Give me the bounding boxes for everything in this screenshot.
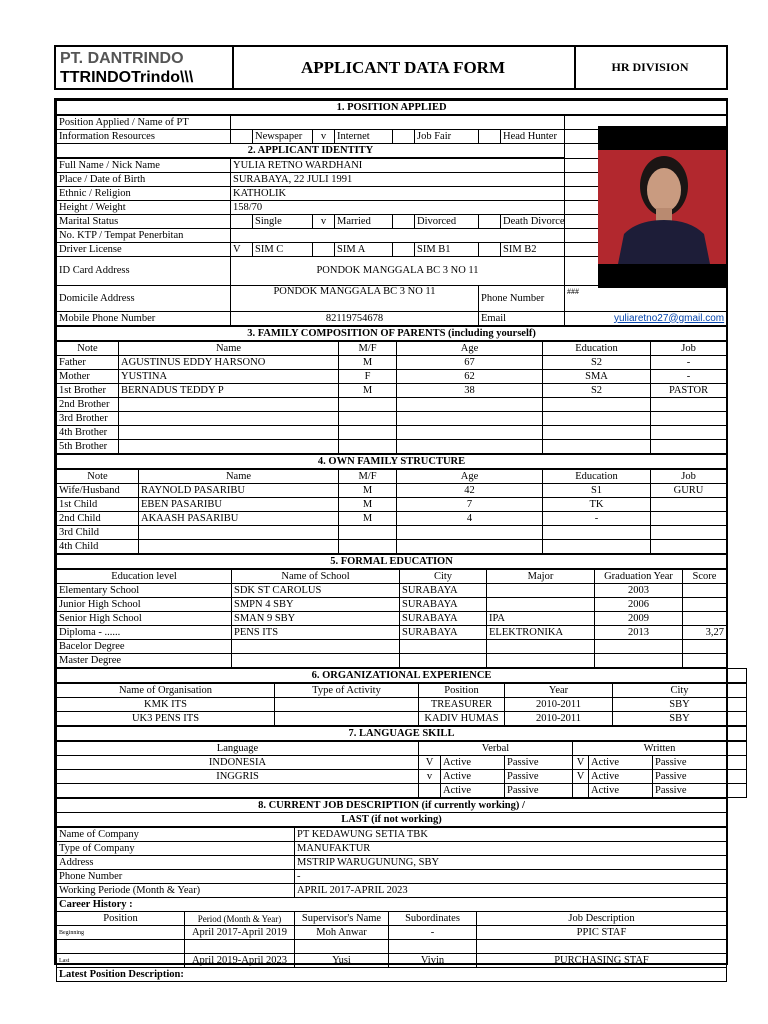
written-passive: Passive <box>653 770 747 784</box>
col-header: Education <box>543 341 651 356</box>
col-header: Age <box>397 341 543 356</box>
jobfair-check[interactable] <box>393 130 415 144</box>
single-option: Single <box>253 215 313 229</box>
table-row <box>57 526 727 540</box>
row-label: 4th Brother <box>57 426 119 440</box>
driver-label: Driver License <box>57 243 231 257</box>
col-header: Language <box>57 741 419 756</box>
col-header: Type of Activity <box>275 683 419 698</box>
verbal-passive: Passive <box>505 770 573 784</box>
table-cell[interactable] <box>232 654 400 668</box>
table-cell[interactable]: SURABAYA <box>400 612 487 626</box>
email-label: Email <box>479 312 565 326</box>
table-cell[interactable] <box>683 612 727 626</box>
table-cell[interactable] <box>139 540 339 554</box>
row-label: 2nd Brother <box>57 398 119 412</box>
table-cell[interactable]: M <box>339 512 397 526</box>
position-applied-label: Position Applied / Name of PT <box>57 115 231 130</box>
form-title: APPLICANT DATA FORM <box>232 47 576 88</box>
organization-rows <box>57 698 747 726</box>
headhunter-option: Head Hunter <box>501 130 565 144</box>
table-cell[interactable] <box>683 598 727 612</box>
col-header: Supervisor's Name <box>295 912 389 926</box>
written-passive: Passive <box>653 784 747 798</box>
career-blank[interactable] <box>185 940 295 954</box>
career-period[interactable]: April 2019-April 2023 <box>185 954 295 968</box>
table-row <box>57 598 727 612</box>
section-2-title: 2. APPLICANT IDENTITY <box>57 144 565 159</box>
table-cell[interactable] <box>651 398 727 412</box>
table-cell[interactable]: S1 <box>543 484 651 498</box>
row-label: 2nd Child <box>57 512 139 526</box>
idaddr-value[interactable]: PONDOK MANGGALA BC 3 NO 11 <box>231 257 565 286</box>
language-table <box>56 726 747 798</box>
division-label: HR DIVISION <box>611 60 689 74</box>
verbal-check[interactable]: v <box>419 770 441 784</box>
row-label: Master Degree <box>57 654 232 668</box>
verbal-check[interactable]: V <box>419 756 441 770</box>
career-subordinates[interactable]: Vivin <box>389 954 477 968</box>
table-cell[interactable]: - <box>543 512 651 526</box>
address-label: Address <box>57 856 295 870</box>
table-cell[interactable] <box>651 498 727 512</box>
table-row <box>57 784 747 798</box>
organization-table <box>56 668 747 726</box>
table-cell[interactable]: 38 <box>397 384 543 398</box>
idaddr-label: ID Card Address <box>57 257 231 286</box>
career-supervisor[interactable]: Moh Anwar <box>295 926 389 940</box>
col-header: Job Description <box>477 912 727 926</box>
col-header: Score <box>683 569 727 584</box>
company-name: PT. DANTRINDO <box>60 50 184 67</box>
section-8-subtitle: LAST (if not working) <box>57 813 727 828</box>
table-cell[interactable]: M <box>339 384 397 398</box>
table-cell[interactable] <box>397 526 543 540</box>
table-cell[interactable] <box>543 412 651 426</box>
table-row <box>57 412 727 426</box>
table-cell[interactable]: SBY <box>613 698 747 712</box>
language-name: INDONESIA <box>57 756 419 770</box>
section-8-title: 8. CURRENT JOB DESCRIPTION (if currently working) / <box>57 799 727 813</box>
col-header: City <box>613 683 747 698</box>
table-cell[interactable]: F <box>339 370 397 384</box>
table-cell[interactable] <box>339 440 397 454</box>
table-cell[interactable]: 3,27 <box>683 626 727 640</box>
table-cell[interactable] <box>543 440 651 454</box>
simc-check[interactable]: V <box>231 243 253 257</box>
info-resources-label: Information Resources <box>57 130 231 144</box>
internet-option: Internet <box>335 130 393 144</box>
career-blank[interactable] <box>295 940 389 954</box>
table-row <box>57 584 727 598</box>
type-label: Type of Company <box>57 842 295 856</box>
table-cell[interactable] <box>651 426 727 440</box>
newspaper-check[interactable] <box>231 130 253 144</box>
written-check[interactable]: V <box>573 756 589 770</box>
row-label: Senior High School <box>57 612 232 626</box>
col-header: Note <box>57 469 139 484</box>
col-header: Job <box>651 469 727 484</box>
table-cell[interactable] <box>119 426 339 440</box>
table-cell[interactable]: YUSTINA <box>119 370 339 384</box>
table-cell[interactable] <box>651 540 727 554</box>
career-subordinates[interactable]: - <box>389 926 477 940</box>
domicile-value[interactable]: PONDOK MANGGALA BC 3 NO 11 <box>231 286 479 312</box>
table-cell[interactable] <box>487 640 595 654</box>
education-table <box>56 554 727 668</box>
table-cell[interactable] <box>543 426 651 440</box>
table-cell[interactable]: SMA <box>543 370 651 384</box>
col-header: Verbal <box>419 741 573 756</box>
col-header: Job <box>651 341 727 356</box>
table-cell[interactable]: - <box>651 370 727 384</box>
simb1-check[interactable] <box>393 243 415 257</box>
applicant-photo <box>598 126 726 288</box>
language-name: INGGRIS <box>57 770 419 784</box>
verbal-passive: Passive <box>505 784 573 798</box>
table-cell[interactable] <box>119 412 339 426</box>
table-cell[interactable] <box>651 526 727 540</box>
sima-check[interactable] <box>313 243 335 257</box>
table-cell[interactable] <box>683 654 727 668</box>
section-5-title: 5. FORMAL EDUCATION <box>57 555 727 570</box>
table-cell[interactable] <box>119 440 339 454</box>
table-cell[interactable]: SBY <box>613 712 747 726</box>
type-value[interactable]: MANUFAKTUR <box>295 842 727 856</box>
section-1-title: 1. POSITION APPLIED <box>57 101 727 116</box>
table-cell[interactable]: SMPN 4 SBY <box>232 598 400 612</box>
career-blank[interactable] <box>477 940 727 954</box>
col-header: Position <box>419 683 505 698</box>
address-value[interactable]: MSTRIP WARUGUNUNG, SBY <box>295 856 727 870</box>
col-header: Note <box>57 341 119 356</box>
table-cell[interactable] <box>595 654 683 668</box>
table-cell[interactable] <box>651 512 727 526</box>
career-blank[interactable] <box>389 940 477 954</box>
applicant-form <box>54 98 728 980</box>
newspaper-option: Newspaper <box>253 130 313 144</box>
table-cell[interactable] <box>397 426 543 440</box>
table-cell[interactable]: 42 <box>397 484 543 498</box>
row-label: 3rd Brother <box>57 412 119 426</box>
language-name <box>57 784 419 798</box>
table-row <box>57 756 747 770</box>
table-cell[interactable]: SURABAYA <box>400 598 487 612</box>
written-check[interactable] <box>573 784 589 798</box>
table-cell[interactable] <box>487 654 595 668</box>
fullname-value[interactable]: YULIA RETNO WARDHANI <box>231 158 565 173</box>
col-header: Graduation Year <box>595 569 683 584</box>
table-cell[interactable] <box>339 412 397 426</box>
table-cell[interactable]: ELEKTRONIKA <box>487 626 595 640</box>
col-header: Name of School <box>232 569 400 584</box>
table-row <box>57 612 727 626</box>
col-header: Education <box>543 469 651 484</box>
verbal-active: Active <box>441 770 505 784</box>
ethnic-value[interactable]: KATHOLIK <box>231 187 565 201</box>
row-label: Diploma - ...... <box>57 626 232 640</box>
verbal-active: Active <box>441 756 505 770</box>
jobfair-option: Job Fair <box>415 130 479 144</box>
table-cell[interactable]: S2 <box>543 384 651 398</box>
table-cell[interactable] <box>339 540 397 554</box>
phone-value[interactable]: ### <box>565 286 727 312</box>
written-active: Active <box>589 784 653 798</box>
sima-option: SIM A <box>335 243 393 257</box>
table-cell[interactable] <box>683 584 727 598</box>
simb1-option: SIM B1 <box>415 243 479 257</box>
table-cell[interactable]: 2010-2011 <box>505 712 613 726</box>
col-header: Name <box>119 341 339 356</box>
table-cell[interactable] <box>397 412 543 426</box>
single-check[interactable] <box>231 215 253 229</box>
table-cell[interactable]: M <box>339 484 397 498</box>
career-position: Beginning <box>57 926 185 940</box>
table-cell[interactable] <box>339 398 397 412</box>
table-cell[interactable]: 2006 <box>595 598 683 612</box>
table-cell[interactable] <box>139 526 339 540</box>
row-label: Elementary School <box>57 584 232 598</box>
simb2-option: SIM B2 <box>501 243 565 257</box>
simb2-check[interactable] <box>479 243 501 257</box>
table-cell[interactable]: 62 <box>397 370 543 384</box>
written-passive: Passive <box>653 756 747 770</box>
written-active: Active <box>589 770 653 784</box>
col-header: Year <box>505 683 613 698</box>
table-row <box>57 654 727 668</box>
table-cell[interactable] <box>275 698 419 712</box>
table-row <box>57 640 727 654</box>
position-applied-field[interactable] <box>231 115 565 130</box>
table-row <box>57 540 727 554</box>
divorced-option: Divorced <box>415 215 479 229</box>
table-cell[interactable] <box>119 398 339 412</box>
table-row <box>57 512 727 526</box>
table-row <box>57 398 727 412</box>
table-cell[interactable] <box>400 640 487 654</box>
row-label: Mother <box>57 370 119 384</box>
col-header: Name <box>139 469 339 484</box>
table-row <box>57 698 747 712</box>
row-label: 4th Child <box>57 540 139 554</box>
table-row <box>57 370 727 384</box>
table-cell[interactable]: 67 <box>397 356 543 370</box>
mobile-label: Mobile Phone Number <box>57 312 231 326</box>
table-cell[interactable] <box>543 540 651 554</box>
company-value[interactable]: PT KEDAWUNG SETIA TBK <box>295 827 727 842</box>
section-3-title: 3. FAMILY COMPOSITION OF PARENTS (including yourself) <box>57 327 727 342</box>
table-cell[interactable]: SMAN 9 SBY <box>232 612 400 626</box>
verbal-check[interactable] <box>419 784 441 798</box>
col-header: Age <box>397 469 543 484</box>
parents-table <box>56 326 727 454</box>
table-row <box>57 426 727 440</box>
table-cell[interactable] <box>397 398 543 412</box>
table-row <box>57 384 727 398</box>
own-family-table <box>56 454 727 554</box>
col-header: M/F <box>339 341 397 356</box>
job-table <box>56 798 727 982</box>
career-jobdesc[interactable]: PURCHASING STAF <box>477 954 727 968</box>
row-label: UK3 PENS ITS <box>57 712 275 726</box>
col-header: M/F <box>339 469 397 484</box>
table-cell[interactable] <box>543 398 651 412</box>
career-label: Career History : <box>57 898 727 912</box>
written-active: Active <box>589 756 653 770</box>
email-link[interactable]: yuliaretno27@gmail.com <box>613 312 725 324</box>
domicile-label: Domicile Address <box>57 286 231 312</box>
written-check[interactable]: V <box>573 770 589 784</box>
company-subtitle: TTRINDOTrindo\\\ <box>60 69 194 86</box>
table-row <box>57 484 727 498</box>
table-cell[interactable] <box>275 712 419 726</box>
row-label: 3rd Child <box>57 526 139 540</box>
table-cell[interactable]: KADIV HUMAS <box>419 712 505 726</box>
section-6-title: 6. ORGANIZATIONAL EXPERIENCE <box>57 669 747 684</box>
table-row <box>57 498 727 512</box>
mobile-value[interactable]: 82119754678 <box>231 312 479 326</box>
fullname-label: Full Name / Nick Name <box>57 158 231 173</box>
table-cell[interactable]: 2010-2011 <box>505 698 613 712</box>
table-cell[interactable]: 2009 <box>595 612 683 626</box>
table-cell[interactable]: M <box>339 498 397 512</box>
married-check[interactable]: v <box>313 215 335 229</box>
table-cell[interactable]: SURABAYA <box>400 626 487 640</box>
ethnic-label: Ethnic / Religion <box>57 187 231 201</box>
table-cell[interactable]: PASTOR <box>651 384 727 398</box>
career-position: Last <box>57 954 185 968</box>
table-cell[interactable] <box>683 640 727 654</box>
row-label: 1st Brother <box>57 384 119 398</box>
career-jobdesc[interactable]: PPIC STAF <box>477 926 727 940</box>
verbal-active: Active <box>441 784 505 798</box>
table-cell[interactable]: 4 <box>397 512 543 526</box>
career-period[interactable]: April 2017-April 2019 <box>185 926 295 940</box>
table-cell[interactable] <box>651 412 727 426</box>
verbal-passive: Passive <box>505 756 573 770</box>
table-cell[interactable]: M <box>339 356 397 370</box>
table-cell[interactable] <box>232 640 400 654</box>
col-header: Period (Month & Year) <box>185 912 295 926</box>
period-value[interactable]: APRIL 2017-APRIL 2023 <box>295 884 727 898</box>
death-option: Death Divorce <box>501 215 565 229</box>
table-row <box>57 356 727 370</box>
table-cell[interactable]: 2013 <box>595 626 683 640</box>
table-cell[interactable] <box>651 440 727 454</box>
table-cell[interactable] <box>487 584 595 598</box>
form-header <box>54 45 728 90</box>
applicant-photo-image <box>598 126 726 288</box>
table-cell[interactable] <box>339 526 397 540</box>
section-4-title: 4. OWN FAMILY STRUCTURE <box>57 455 727 470</box>
job-phone-value[interactable]: - <box>295 870 727 884</box>
section-7-title: 7. LANGUAGE SKILL <box>57 727 747 742</box>
ktp-label: No. KTP / Tempat Penerbitan <box>57 229 231 243</box>
row-label: Bacelor Degree <box>57 640 232 654</box>
col-header: Major <box>487 569 595 584</box>
col-header: Written <box>573 741 747 756</box>
row-label: KMK ITS <box>57 698 275 712</box>
table-cell[interactable]: 7 <box>397 498 543 512</box>
table-row <box>57 770 747 784</box>
pob-value[interactable]: SURABAYA, 22 JULI 1991 <box>231 173 565 187</box>
table-cell[interactable]: AKAASH PASARIBU <box>139 512 339 526</box>
col-header: Education level <box>57 569 232 584</box>
table-cell[interactable] <box>595 640 683 654</box>
own-family-rows <box>57 484 727 554</box>
divorced-check[interactable] <box>393 215 415 229</box>
row-label: Junior High School <box>57 598 232 612</box>
row-label: 5th Brother <box>57 440 119 454</box>
table-cell[interactable]: TREASURER <box>419 698 505 712</box>
death-check[interactable] <box>479 215 501 229</box>
latest-position-label: Latest Position Description: <box>57 968 727 982</box>
company-label: Name of Company <box>57 827 295 842</box>
hw-label: Height / Weight <box>57 201 231 215</box>
ktp-value[interactable] <box>231 229 565 243</box>
parents-rows <box>57 356 727 454</box>
table-cell[interactable]: S2 <box>543 356 651 370</box>
internet-check[interactable]: v <box>313 130 335 144</box>
table-cell[interactable]: SDK ST CAROLUS <box>232 584 400 598</box>
row-label: 1st Child <box>57 498 139 512</box>
col-header: Name of Organisation <box>57 683 275 698</box>
hw-value[interactable]: 158/70 <box>231 201 565 215</box>
job-phone-label: Phone Number <box>57 870 295 884</box>
table-row <box>57 712 747 726</box>
education-rows <box>57 584 727 668</box>
table-cell[interactable]: TK <box>543 498 651 512</box>
table-cell[interactable] <box>400 654 487 668</box>
table-cell[interactable]: GURU <box>651 484 727 498</box>
row-label: Wife/Husband <box>57 484 139 498</box>
phone-label: Phone Number <box>479 286 565 312</box>
table-cell[interactable]: - <box>651 356 727 370</box>
table-cell[interactable]: IPA <box>487 612 595 626</box>
table-cell[interactable]: SURABAYA <box>400 584 487 598</box>
table-cell[interactable]: RAYNOLD PASARIBU <box>139 484 339 498</box>
pob-label: Place / Date of Birth <box>57 173 231 187</box>
table-cell[interactable] <box>397 540 543 554</box>
company-box <box>56 47 234 88</box>
table-cell[interactable]: BERNADUS TEDDY P <box>119 384 339 398</box>
language-rows <box>57 756 747 798</box>
table-cell[interactable]: PENS ITS <box>232 626 400 640</box>
table-cell[interactable] <box>487 598 595 612</box>
table-cell[interactable] <box>397 440 543 454</box>
table-cell[interactable] <box>339 426 397 440</box>
simc-option: SIM C <box>253 243 313 257</box>
col-header: City <box>400 569 487 584</box>
table-cell[interactable] <box>543 526 651 540</box>
table-cell[interactable]: 2003 <box>595 584 683 598</box>
table-row <box>57 626 727 640</box>
table-row <box>57 440 727 454</box>
married-option: Married <box>335 215 393 229</box>
col-header: Position <box>57 912 185 926</box>
table-cell[interactable]: EBEN PASARIBU <box>139 498 339 512</box>
marital-label: Marital Status <box>57 215 231 229</box>
col-header: Subordinates <box>389 912 477 926</box>
table-cell[interactable]: AGUSTINUS EDDY HARSONO <box>119 356 339 370</box>
row-label: Father <box>57 356 119 370</box>
career-supervisor[interactable]: Yusi <box>295 954 389 968</box>
headhunter-check[interactable] <box>479 130 501 144</box>
period-label: Working Periode (Month & Year) <box>57 884 295 898</box>
